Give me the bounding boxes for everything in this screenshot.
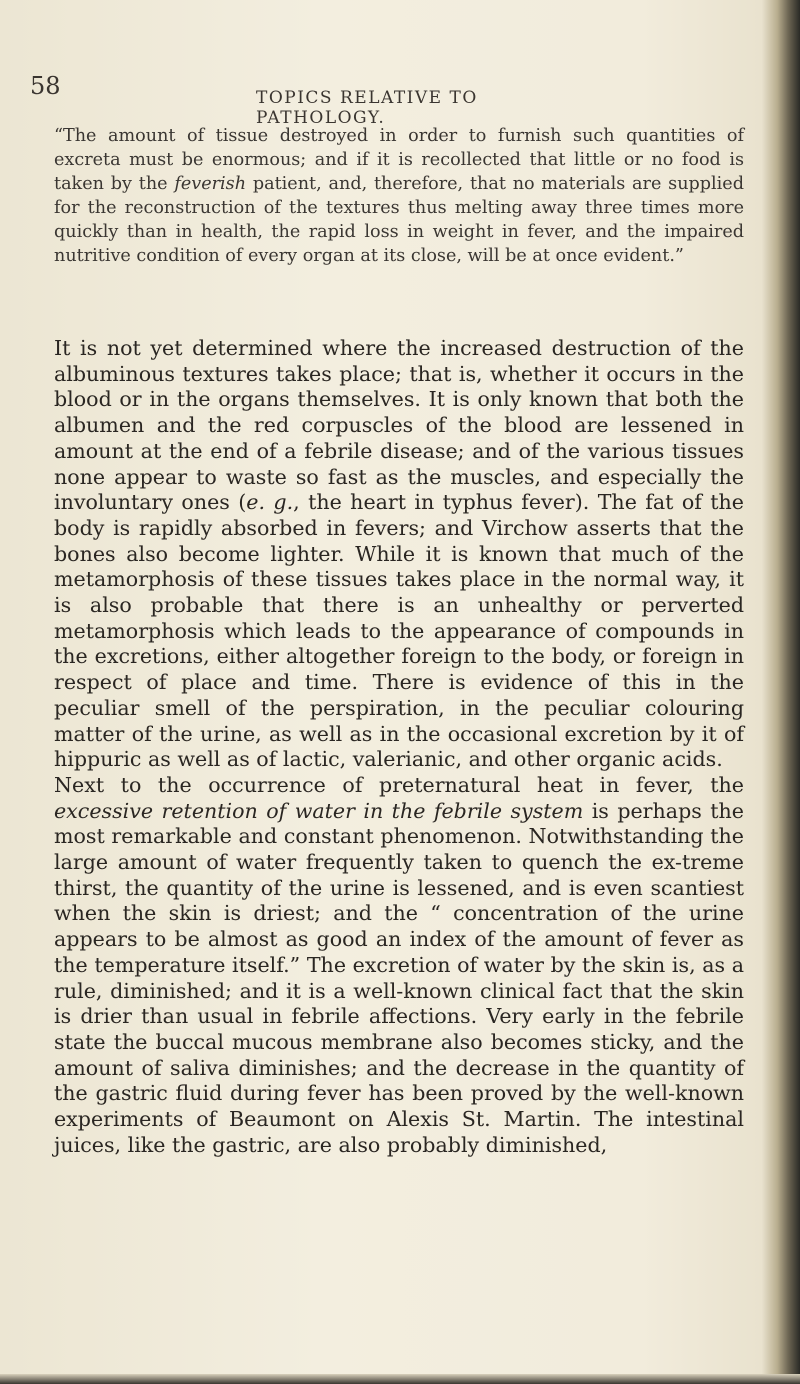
paragraph-1-text-end: , the heart in typhus fever). The fat of the body is rapidly absorbed in fevers; and Virchow asserts that the bones also become lighter. While it is known that much of the metamorphosis of these tissues takes place in the normal way, it is also probable that there is an unhealthy or perverted metamorphosis which leads to the appearance of compounds in the excretions, either altogether foreign to the body, or foreign in respect of place and time. There is evidence of this in the peculiar smell of the perspiration, in the peculiar colouring matter of the urine, as well as in the occasional excretion by it of hippuric as well as of lactic, valerianic, and other organic acids.: [54, 490, 744, 772]
page-edge-shadow: [762, 0, 800, 1384]
block-quote: [54, 124, 744, 269]
body-text: [54, 336, 744, 1159]
paragraph-1-italic-abbrev: e. g.: [246, 490, 294, 515]
paragraph-2-text-end: is perhaps the most remarkable and constant phenomenon. Notwithstanding the large amount of water frequently taken to quench the ex-treme thirst, the quantity of the urine is lessened, and is even scantiest when the skin is driest; and the “ concentration of the urine appears to be almost as good an index of the amount of fever as the temperature itself.” The excretion of water by the skin is, as a rule, diminished; and it is a well-known clinical fact that the skin is drier than usual in febrile affections. Very early in the febrile state the buccal mucous membrane also becomes sticky, and the amount of saliva diminishes; and the decrease in the quantity of the gastric fluid during fever has been proved by the well-known experiments of Beaumont on Alexis St. Martin. The intestinal juices, like the gastric, are also probably diminished,: [54, 798, 744, 1157]
paragraph-1-text-start: It is not yet determined where the increased destruction of the albuminous textures takes place; that is, whether it occurs in the blood or in the organs themselves. It is only known that both the albumen and the red corpuscles of the blood are lessened in amount at the end of a febrile disease; and of the various tissues none appear to waste so fast as the muscles, and especially the involuntary ones (: [54, 336, 744, 515]
page-number: 58: [30, 72, 61, 100]
paragraph-2-italic-phrase: excessive retention of water in the febrile system: [54, 798, 584, 823]
page-bottom-edge: [0, 1374, 800, 1384]
quote-text-end: patient, and, therefore, that no materials are supplied for the reconstruction of the textures thus melting away three times more quickly than in health, the rapid loss in weight in fever, and the impaired nutritive condition of every organ at its close, will be at once evident.”: [54, 174, 744, 267]
running-head: TOPICS RELATIVE TO PATHOLOGY.: [256, 88, 478, 128]
quote-italic-term: feverish: [174, 174, 247, 195]
quote-text-start: “The amount of tissue destroyed in order to furnish such quantities of excreta must be enormous; and if it is recollected that little or no food is taken by the: [54, 126, 744, 195]
paragraph-water-retention: [54, 773, 744, 1159]
paragraph-destruction: [54, 336, 744, 773]
quote-paragraph: [54, 124, 744, 269]
paragraph-2-text-start: Next to the occurrence of preternatural heat in fever, the: [54, 772, 744, 797]
